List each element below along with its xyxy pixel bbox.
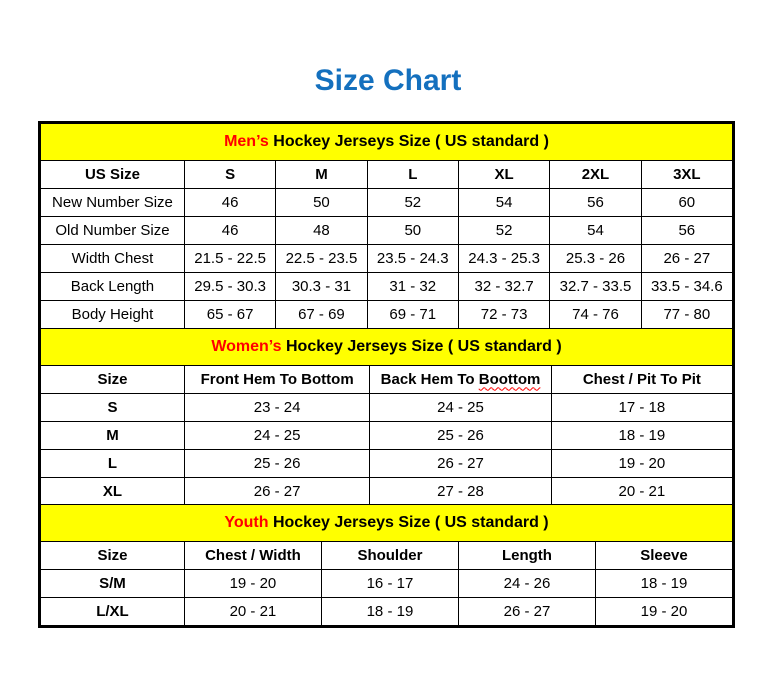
data-cell: 26 - 27 bbox=[641, 245, 732, 273]
data-cell: 18 - 19 bbox=[595, 570, 732, 598]
youth-heading-highlight: Youth bbox=[224, 514, 269, 531]
mens-heading-band: Men’s Hockey Jerseys Size ( US standard ) bbox=[41, 124, 733, 161]
data-cell: 52 bbox=[458, 217, 549, 245]
data-cell: 74 - 76 bbox=[550, 301, 641, 329]
mens-table-row bbox=[41, 245, 733, 273]
data-cell: 30.3 - 31 bbox=[276, 273, 367, 301]
row-label: L bbox=[41, 449, 185, 477]
mens-heading-highlight: Men’s bbox=[224, 133, 269, 150]
mens-column-header-0: US Size bbox=[41, 161, 185, 189]
row-label: Old Number Size bbox=[41, 217, 185, 245]
data-cell: 18 - 19 bbox=[321, 598, 458, 626]
data-cell: 24 - 25 bbox=[184, 421, 369, 449]
mens-column-header-4: XL bbox=[458, 161, 549, 189]
mens-column-header-3: L bbox=[367, 161, 458, 189]
data-cell: 26 - 27 bbox=[370, 449, 551, 477]
data-cell: 60 bbox=[641, 189, 732, 217]
youth-column-header-0: Size bbox=[41, 542, 185, 570]
mens-heading-row bbox=[41, 124, 733, 161]
womens-heading-highlight: Women’s bbox=[211, 337, 282, 355]
data-cell: 19 - 20 bbox=[551, 449, 732, 477]
row-label: New Number Size bbox=[41, 189, 185, 217]
data-cell: 19 - 20 bbox=[184, 570, 321, 598]
page-title: Size Chart bbox=[314, 64, 462, 97]
womens-size-table bbox=[40, 328, 733, 506]
data-cell: 26 - 27 bbox=[458, 598, 595, 626]
data-cell: 32.7 - 33.5 bbox=[550, 273, 641, 301]
womens-heading-band: Women’s Hockey Jerseys Size ( US standard ) bbox=[41, 328, 733, 365]
data-cell: 52 bbox=[367, 189, 458, 217]
data-cell: 24 - 25 bbox=[370, 393, 551, 421]
mens-column-header-5: 2XL bbox=[550, 161, 641, 189]
womens-column-header-1: Front Hem To Bottom bbox=[184, 365, 369, 393]
youth-column-header-2: Shoulder bbox=[321, 542, 458, 570]
data-cell: 27 - 28 bbox=[370, 477, 551, 505]
data-cell: 17 - 18 bbox=[551, 393, 732, 421]
data-cell: 32 - 32.7 bbox=[458, 273, 549, 301]
mens-table-row bbox=[41, 189, 733, 217]
youth-column-header-1: Chest / Width bbox=[184, 542, 321, 570]
data-cell: 21.5 - 22.5 bbox=[184, 245, 275, 273]
data-cell: 24.3 - 25.3 bbox=[458, 245, 549, 273]
mens-column-header-1: S bbox=[184, 161, 275, 189]
row-label: XL bbox=[41, 477, 185, 505]
mens-size-table bbox=[40, 123, 733, 329]
data-cell: 48 bbox=[276, 217, 367, 245]
youth-size-table bbox=[40, 504, 733, 626]
data-cell: 46 bbox=[184, 189, 275, 217]
data-cell: 56 bbox=[550, 189, 641, 217]
mens-table-row bbox=[41, 301, 733, 329]
mens-column-header-2: M bbox=[276, 161, 367, 189]
data-cell: 18 - 19 bbox=[551, 421, 732, 449]
womens-column-header-0: Size bbox=[41, 365, 185, 393]
data-cell: 72 - 73 bbox=[458, 301, 549, 329]
data-cell: 22.5 - 23.5 bbox=[276, 245, 367, 273]
row-label: S/M bbox=[41, 570, 185, 598]
data-cell: 54 bbox=[550, 217, 641, 245]
youth-header-row bbox=[41, 542, 733, 570]
data-cell: 24 - 26 bbox=[458, 570, 595, 598]
data-cell: 56 bbox=[641, 217, 732, 245]
womens-table-row bbox=[41, 421, 733, 449]
womens-table-row bbox=[41, 449, 733, 477]
data-cell: 25 - 26 bbox=[370, 421, 551, 449]
youth-column-header-4: Sleeve bbox=[595, 542, 732, 570]
misspelled-word: Boottom bbox=[478, 370, 541, 388]
data-cell: 77 - 80 bbox=[641, 301, 732, 329]
row-label: Back Length bbox=[41, 273, 185, 301]
data-cell: 23 - 24 bbox=[184, 393, 369, 421]
data-cell: 50 bbox=[367, 217, 458, 245]
data-cell: 50 bbox=[276, 189, 367, 217]
womens-table-row bbox=[41, 477, 733, 505]
mens-table-row bbox=[41, 217, 733, 245]
data-cell: 54 bbox=[458, 189, 549, 217]
womens-column-header-2: Back Hem To Boottom bbox=[370, 365, 551, 393]
size-chart bbox=[38, 121, 735, 628]
data-cell: 20 - 21 bbox=[551, 477, 732, 505]
womens-heading-row bbox=[41, 328, 733, 365]
womens-header-row bbox=[41, 365, 733, 393]
mens-table-row bbox=[41, 273, 733, 301]
data-cell: 69 - 71 bbox=[367, 301, 458, 329]
data-cell: 16 - 17 bbox=[321, 570, 458, 598]
data-cell: 25.3 - 26 bbox=[550, 245, 641, 273]
mens-header-row bbox=[41, 161, 733, 189]
youth-column-header-3: Length bbox=[458, 542, 595, 570]
data-cell: 19 - 20 bbox=[595, 598, 732, 626]
data-cell: 46 bbox=[184, 217, 275, 245]
mens-column-header-6: 3XL bbox=[641, 161, 732, 189]
data-cell: 23.5 - 24.3 bbox=[367, 245, 458, 273]
data-cell: 67 - 69 bbox=[276, 301, 367, 329]
womens-table-row bbox=[41, 393, 733, 421]
womens-column-header-3: Chest / Pit To Pit bbox=[551, 365, 732, 393]
youth-heading-band: Youth Hockey Jerseys Size ( US standard ) bbox=[41, 505, 733, 542]
youth-table-row bbox=[41, 598, 733, 626]
youth-table-row bbox=[41, 570, 733, 598]
youth-heading-row bbox=[41, 505, 733, 542]
data-cell: 31 - 32 bbox=[367, 273, 458, 301]
data-cell: 25 - 26 bbox=[184, 449, 369, 477]
data-cell: 29.5 - 30.3 bbox=[184, 273, 275, 301]
data-cell: 33.5 - 34.6 bbox=[641, 273, 732, 301]
data-cell: 20 - 21 bbox=[184, 598, 321, 626]
row-label: Body Height bbox=[41, 301, 185, 329]
row-label: Width Chest bbox=[41, 245, 185, 273]
row-label: M bbox=[41, 421, 185, 449]
row-label: S bbox=[41, 393, 185, 421]
row-label: L/XL bbox=[41, 598, 185, 626]
data-cell: 26 - 27 bbox=[184, 477, 369, 505]
data-cell: 65 - 67 bbox=[184, 301, 275, 329]
